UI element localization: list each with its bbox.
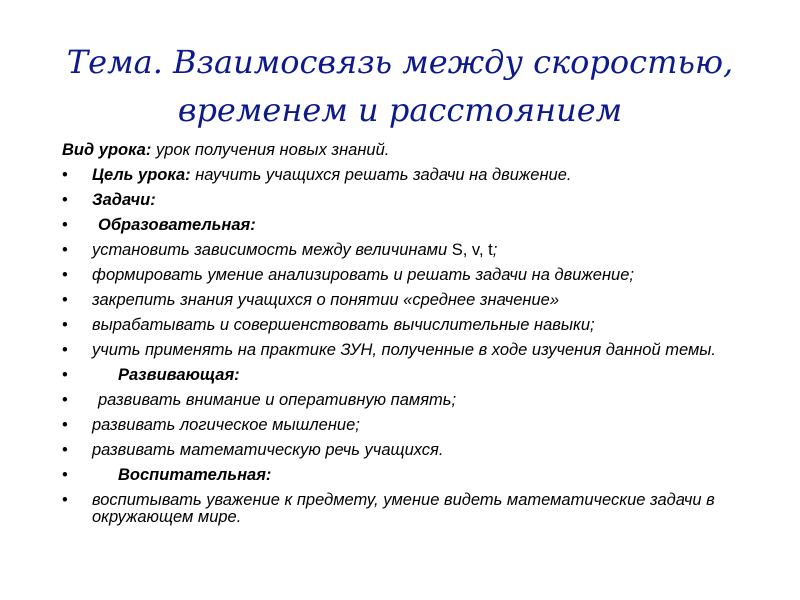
bullet-icon: • [62, 241, 68, 259]
developing-heading: Развивающая: [118, 366, 240, 384]
developing-item-0: развивать внимание и оперативную память; [98, 391, 457, 409]
educational-heading: Образовательная: [98, 216, 256, 234]
bullet-icon: • [62, 191, 68, 209]
list-item [62, 392, 762, 409]
upbringing-item-0: воспитывать уважение к предмету, умение видеть математические задачи в окружающем мире. [92, 491, 715, 526]
lesson-type-label: Вид урока: [62, 141, 152, 159]
bullet-icon: • [62, 316, 68, 334]
list-item [62, 242, 762, 259]
developing-heading-row [62, 367, 762, 384]
educational-item-3: вырабатывать и совершенствовать вычислительные навыки; [92, 316, 595, 334]
educational-item-4: учить применять на практике ЗУН, полученные в ходе изучения данной темы. [92, 341, 716, 359]
goal-text: научить учащихся решать задачи на движение. [190, 166, 572, 184]
upbringing-heading: Воспитательная: [118, 466, 272, 484]
title-line-2: временем и расстоянием [177, 91, 623, 129]
bullet-icon: • [62, 391, 68, 409]
educational-item-0-pre: установить зависимость между величинами [92, 241, 452, 259]
list-item [62, 292, 762, 309]
developing-item-1: развивать логическое мышление; [92, 416, 360, 434]
lesson-type-row [62, 142, 762, 159]
list-item [62, 442, 762, 459]
bullet-icon: • [62, 441, 68, 459]
bullet-icon: • [62, 216, 68, 234]
developing-item-2: развивать математическую речь учащихся. [92, 441, 444, 459]
bullet-icon: • [62, 416, 68, 434]
educational-item-0-vars: S, v, t [451, 241, 493, 259]
title-line-1: Тема. Взаимосвязь между скоростью, [66, 43, 734, 81]
tasks-row [62, 192, 762, 209]
educational-item-1: формировать умение анализировать и решать задачи на движение; [92, 266, 634, 284]
bullet-icon: • [62, 366, 68, 384]
bullet-icon: • [62, 466, 68, 484]
list-item [62, 317, 762, 334]
bullet-icon: • [62, 266, 68, 284]
tasks-label: Задачи: [92, 191, 156, 209]
bullet-icon: • [62, 491, 68, 509]
list-item [62, 267, 762, 284]
list-item [62, 492, 762, 526]
educational-item-2: закрепить знания учащихся о понятии «среднее значение» [92, 291, 560, 309]
slide-title [0, 38, 800, 134]
bullet-icon: • [62, 341, 68, 359]
goal-label: Цель урока: [92, 166, 191, 184]
educational-item-0-post: ; [492, 241, 498, 259]
list-item [62, 342, 762, 359]
goal-row [62, 167, 762, 184]
slide-body [62, 142, 762, 534]
upbringing-heading-row [62, 467, 762, 484]
educational-heading-row [62, 217, 762, 234]
lesson-type-text: урок получения новых знаний. [151, 141, 390, 159]
list-item [62, 417, 762, 434]
bullet-icon: • [62, 291, 68, 309]
bullet-icon: • [62, 166, 68, 184]
